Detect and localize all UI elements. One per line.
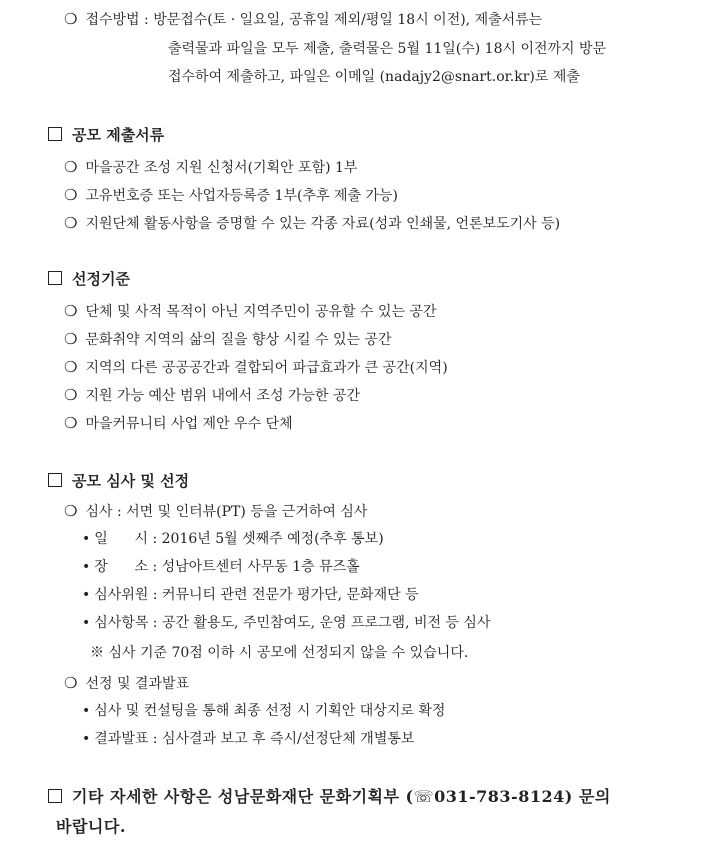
review-detail	[82, 612, 490, 634]
docs-item	[64, 156, 357, 179]
review-detail-text: 일 시 : 2016년 5월 셋째주 예정(추후 통보)	[94, 531, 384, 547]
circle-bullet-icon: ❍	[64, 302, 78, 320]
review-detail-text: 심사위원 : 커뮤니티 관련 전문가 평가단, 문화재단 등	[94, 587, 419, 603]
criteria-item-text: 단체 및 사적 목적이 아닌 지역주민이 공유할 수 있는 공간	[85, 304, 437, 320]
docs-heading	[48, 124, 164, 146]
checkbox-square-icon	[48, 473, 62, 487]
dot-bullet-icon: •	[82, 615, 91, 631]
review-intro-text: 심사 : 서면 및 인터뷰(PT) 등을 근거하여 심사	[85, 504, 368, 520]
dot-bullet-icon: •	[82, 587, 91, 603]
method-label: 접수방법	[85, 12, 140, 28]
docs-item	[64, 184, 398, 207]
docs-item-text: 지원단체 활동사항을 증명할 수 있는 각종 자료(성과 인쇄물, 언론보도기사 등)	[85, 216, 561, 232]
criteria-item	[64, 328, 392, 351]
review-result-title-text: 선정 및 결과발표	[85, 676, 190, 692]
phone-icon: ☏	[413, 787, 435, 806]
contact-line-1	[48, 786, 611, 808]
criteria-item-text: 마을커뮤니티 사업 제안 우수 단체	[85, 416, 293, 432]
circle-bullet-icon: ❍	[64, 502, 78, 520]
criteria-heading-text: 선정기준	[72, 270, 130, 288]
review-result-text: 심사 및 컨설팅을 통해 최종 선정 시 기획안 대상지로 확정	[94, 703, 446, 719]
review-detail-text: 심사항목 : 공간 활용도, 주민참여도, 운영 프로그램, 비전 등 심사	[94, 615, 491, 631]
dot-bullet-icon: •	[82, 531, 91, 547]
criteria-item-text: 지역의 다른 공공공간과 결합되어 파급효과가 큰 공간(지역)	[85, 360, 448, 376]
circle-bullet-icon: ❍	[64, 158, 78, 176]
review-result	[82, 728, 414, 750]
method-line-3: 접수하여 제출하고, 파일은 이메일 (nadajy2@snart.or.kr)로 제출	[168, 69, 580, 85]
review-detail	[82, 584, 419, 606]
dot-bullet-icon: •	[82, 731, 91, 747]
review-detail	[82, 556, 360, 578]
checkbox-square-icon	[48, 271, 62, 285]
review-note: ※ 심사 기준 70점 이하 시 공모에 선정되지 않을 수 있습니다.	[90, 645, 469, 661]
dot-bullet-icon: •	[82, 559, 91, 575]
docs-heading-text: 공모 제출서류	[72, 126, 165, 144]
circle-bullet-icon: ❍	[64, 414, 78, 432]
circle-bullet-icon: ❍	[64, 386, 78, 404]
method-line-2: 출력물과 파일을 모두 제출, 출력물은 5월 11일(수) 18시 이전까지 방문	[168, 41, 607, 57]
criteria-item-text: 지원 가능 예산 범위 내에서 조성 가능한 공간	[85, 388, 361, 404]
circle-bullet-icon: ❍	[64, 214, 78, 232]
review-heading	[48, 470, 189, 492]
checkbox-square-icon	[48, 789, 62, 803]
contact-phone: 031-783-8124	[434, 787, 565, 806]
review-intro	[64, 500, 367, 523]
method-text-1: 방문접수(토 · 일요일, 공휴일 제외/평일 18시 이전), 제출서류는	[153, 12, 543, 28]
review-result-text: 결과발표 : 심사결과 보고 후 즉시/선정단체 개별통보	[94, 731, 415, 747]
criteria-item	[64, 384, 360, 407]
review-result-title	[64, 672, 189, 695]
contact-text: 기타 자세한 사항은 성남문화재단 문화기획부 (	[72, 787, 414, 806]
docs-item	[64, 212, 560, 235]
criteria-item	[64, 300, 437, 323]
circle-bullet-icon: ❍	[64, 330, 78, 348]
review-heading-text: 공모 심사 및 선정	[72, 472, 190, 490]
dot-bullet-icon: •	[82, 703, 91, 719]
criteria-item	[64, 356, 448, 379]
checkbox-square-icon	[48, 127, 62, 141]
criteria-item-text: 문화취약 지역의 삶의 질을 향상 시킬 수 있는 공간	[85, 332, 392, 348]
circle-bullet-icon: ❍	[64, 10, 78, 28]
docs-item-text: 마을공간 조성 지원 신청서(기획안 포함) 1부	[85, 160, 358, 176]
docs-item-text: 고유번호증 또는 사업자등록증 1부(추후 제출 가능)	[85, 188, 399, 204]
contact-line-2: 바랍니다.	[56, 817, 126, 836]
review-detail	[82, 528, 384, 550]
circle-bullet-icon: ❍	[64, 186, 78, 204]
circle-bullet-icon: ❍	[64, 674, 78, 692]
contact-text-end: ) 문의	[564, 787, 611, 806]
criteria-heading	[48, 268, 130, 290]
method-line-1: ❍ 접수방법 : 방문접수(토 · 일요일, 공휴일 제외/평일 18시 이전), 제출서류는	[64, 10, 543, 28]
circle-bullet-icon: ❍	[64, 358, 78, 376]
review-detail-text: 장 소 : 성남아트센터 사무동 1층 뮤즈홀	[94, 559, 360, 575]
criteria-item	[64, 412, 293, 435]
review-result	[82, 700, 445, 722]
